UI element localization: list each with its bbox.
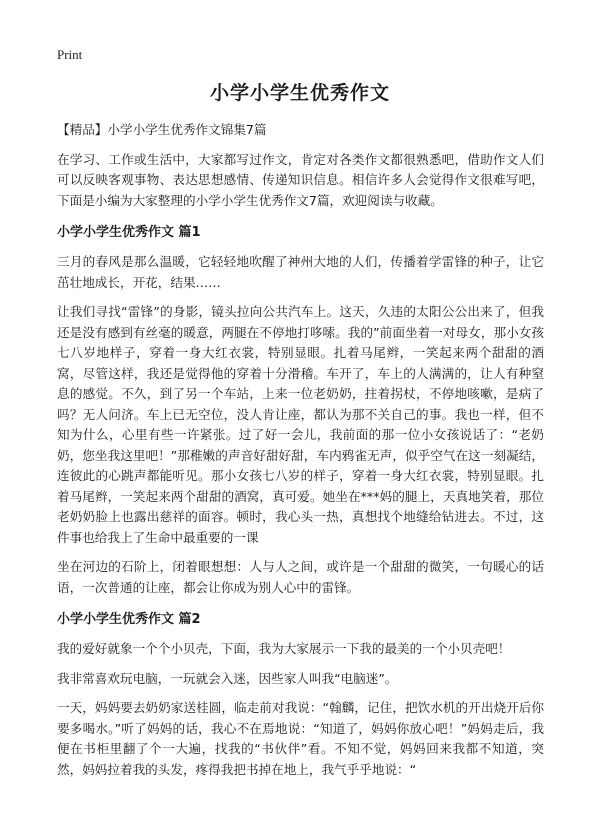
doc-subtitle: 【精品】小学小学生优秀作文锦集7篇 <box>57 122 267 137</box>
paragraph: 我非常喜欢玩电脑，一玩就会入迷，因些家人叫我“电脑迷”。 <box>57 670 398 686</box>
page-title: 小学小学生优秀作文 <box>209 82 390 104</box>
paragraph: 三月的春风是那么温暖，它轻轻地吹醒了神州大地的人们，传播着学雷锋的种子，让它茁壮地成长，开花，结果…… <box>57 254 544 290</box>
print-link[interactable]: Print <box>57 47 83 62</box>
intro-paragraph: 在学习、工作或生活中，大家都写过作文，肯定对各类作文都很熟悉吧，借助作文人们可以反映客观事物、表达思想感情、传递知识信息。相信许多人会觉得作文很难写吧，下面是小编为大家整理的小学小学生优秀作文7篇，欢迎阅读与收藏。 <box>57 151 544 208</box>
paragraph: 让我们寻找“雷锋”的身影，镜头拉向公共汽车上。这天，久违的太阳公公出来了，但我还是没有感到有丝毫的暖意，两腿在不停地打哆嗦。我的”前面坐着一对母女，那小女孩七八岁地样子，穿着一身大红衣裳，特别显眼。扎着马尾辫，一笑起来两个甜甜的酒窝，尽管这样，我还是觉得他的穿着十分滑稽。车开了，车上的人满满的，让人有种窒息的感觉。不久，到了另一个车站，上来一位老奶奶，拄着拐杖，不停地咳嗽，是病了吗？无人问济。车上已无空位，没人肯让座，都认为那不关自己的事。我也一样，但不知为什么，心里有些一许紧张。过了好一会儿，我前面的那一位小女孩说话了：“老奶奶，您坐我这里吧！”那稚嫩的声音好甜好甜，车内鸦雀无声，似乎空气在这一刻凝结，连彼此的心跳声都能听见。那小女孩七八岁的样子，穿着一身大红衣裳，特别显眼。扎着马尾辫，一笑起来两个甜甜的酒窝，真可爱。她坐在***妈的腿上，天真地笑着，那位老奶奶脸上也露出慈祥的面容。顿时，我心头一热，真想找个地缝给钻进去。不过，这件事也给我上了生命中最重要的一课 <box>57 304 544 545</box>
paragraph: 坐在河边的石阶上，闭着眼想想：人与人之间，或许是一个甜甜的微笑，一句暖心的话语，一次普通的让座，都会让你成为别人心中的雷锋。 <box>57 559 544 595</box>
section-heading-1: 小学小学生优秀作文 篇1 <box>57 225 201 240</box>
article-body <box>57 120 544 789</box>
paragraph: 一天，妈妈要去奶奶家送桂圆，临走前对我说：“翰麟，记住，把饮水机的开出烧开后你要多喝水。”听了妈妈的话，我心不在焉地说：“知道了，妈妈你放心吧！”妈妈走后，我便在书柜里翻了个一大遍，找我的“书伙伴”看。不知不觉，妈妈回来我都不知道，突然，妈妈拉着我的头发，疼得我把书掉在地上，我气乎乎地说：“ <box>57 700 544 777</box>
section-heading-2: 小学小学生优秀作文 篇2 <box>57 612 201 627</box>
paragraph: 我的爱好就象一个个小贝壳，下面，我为大家展示一下我的最美的一个小贝壳吧！ <box>57 641 511 656</box>
